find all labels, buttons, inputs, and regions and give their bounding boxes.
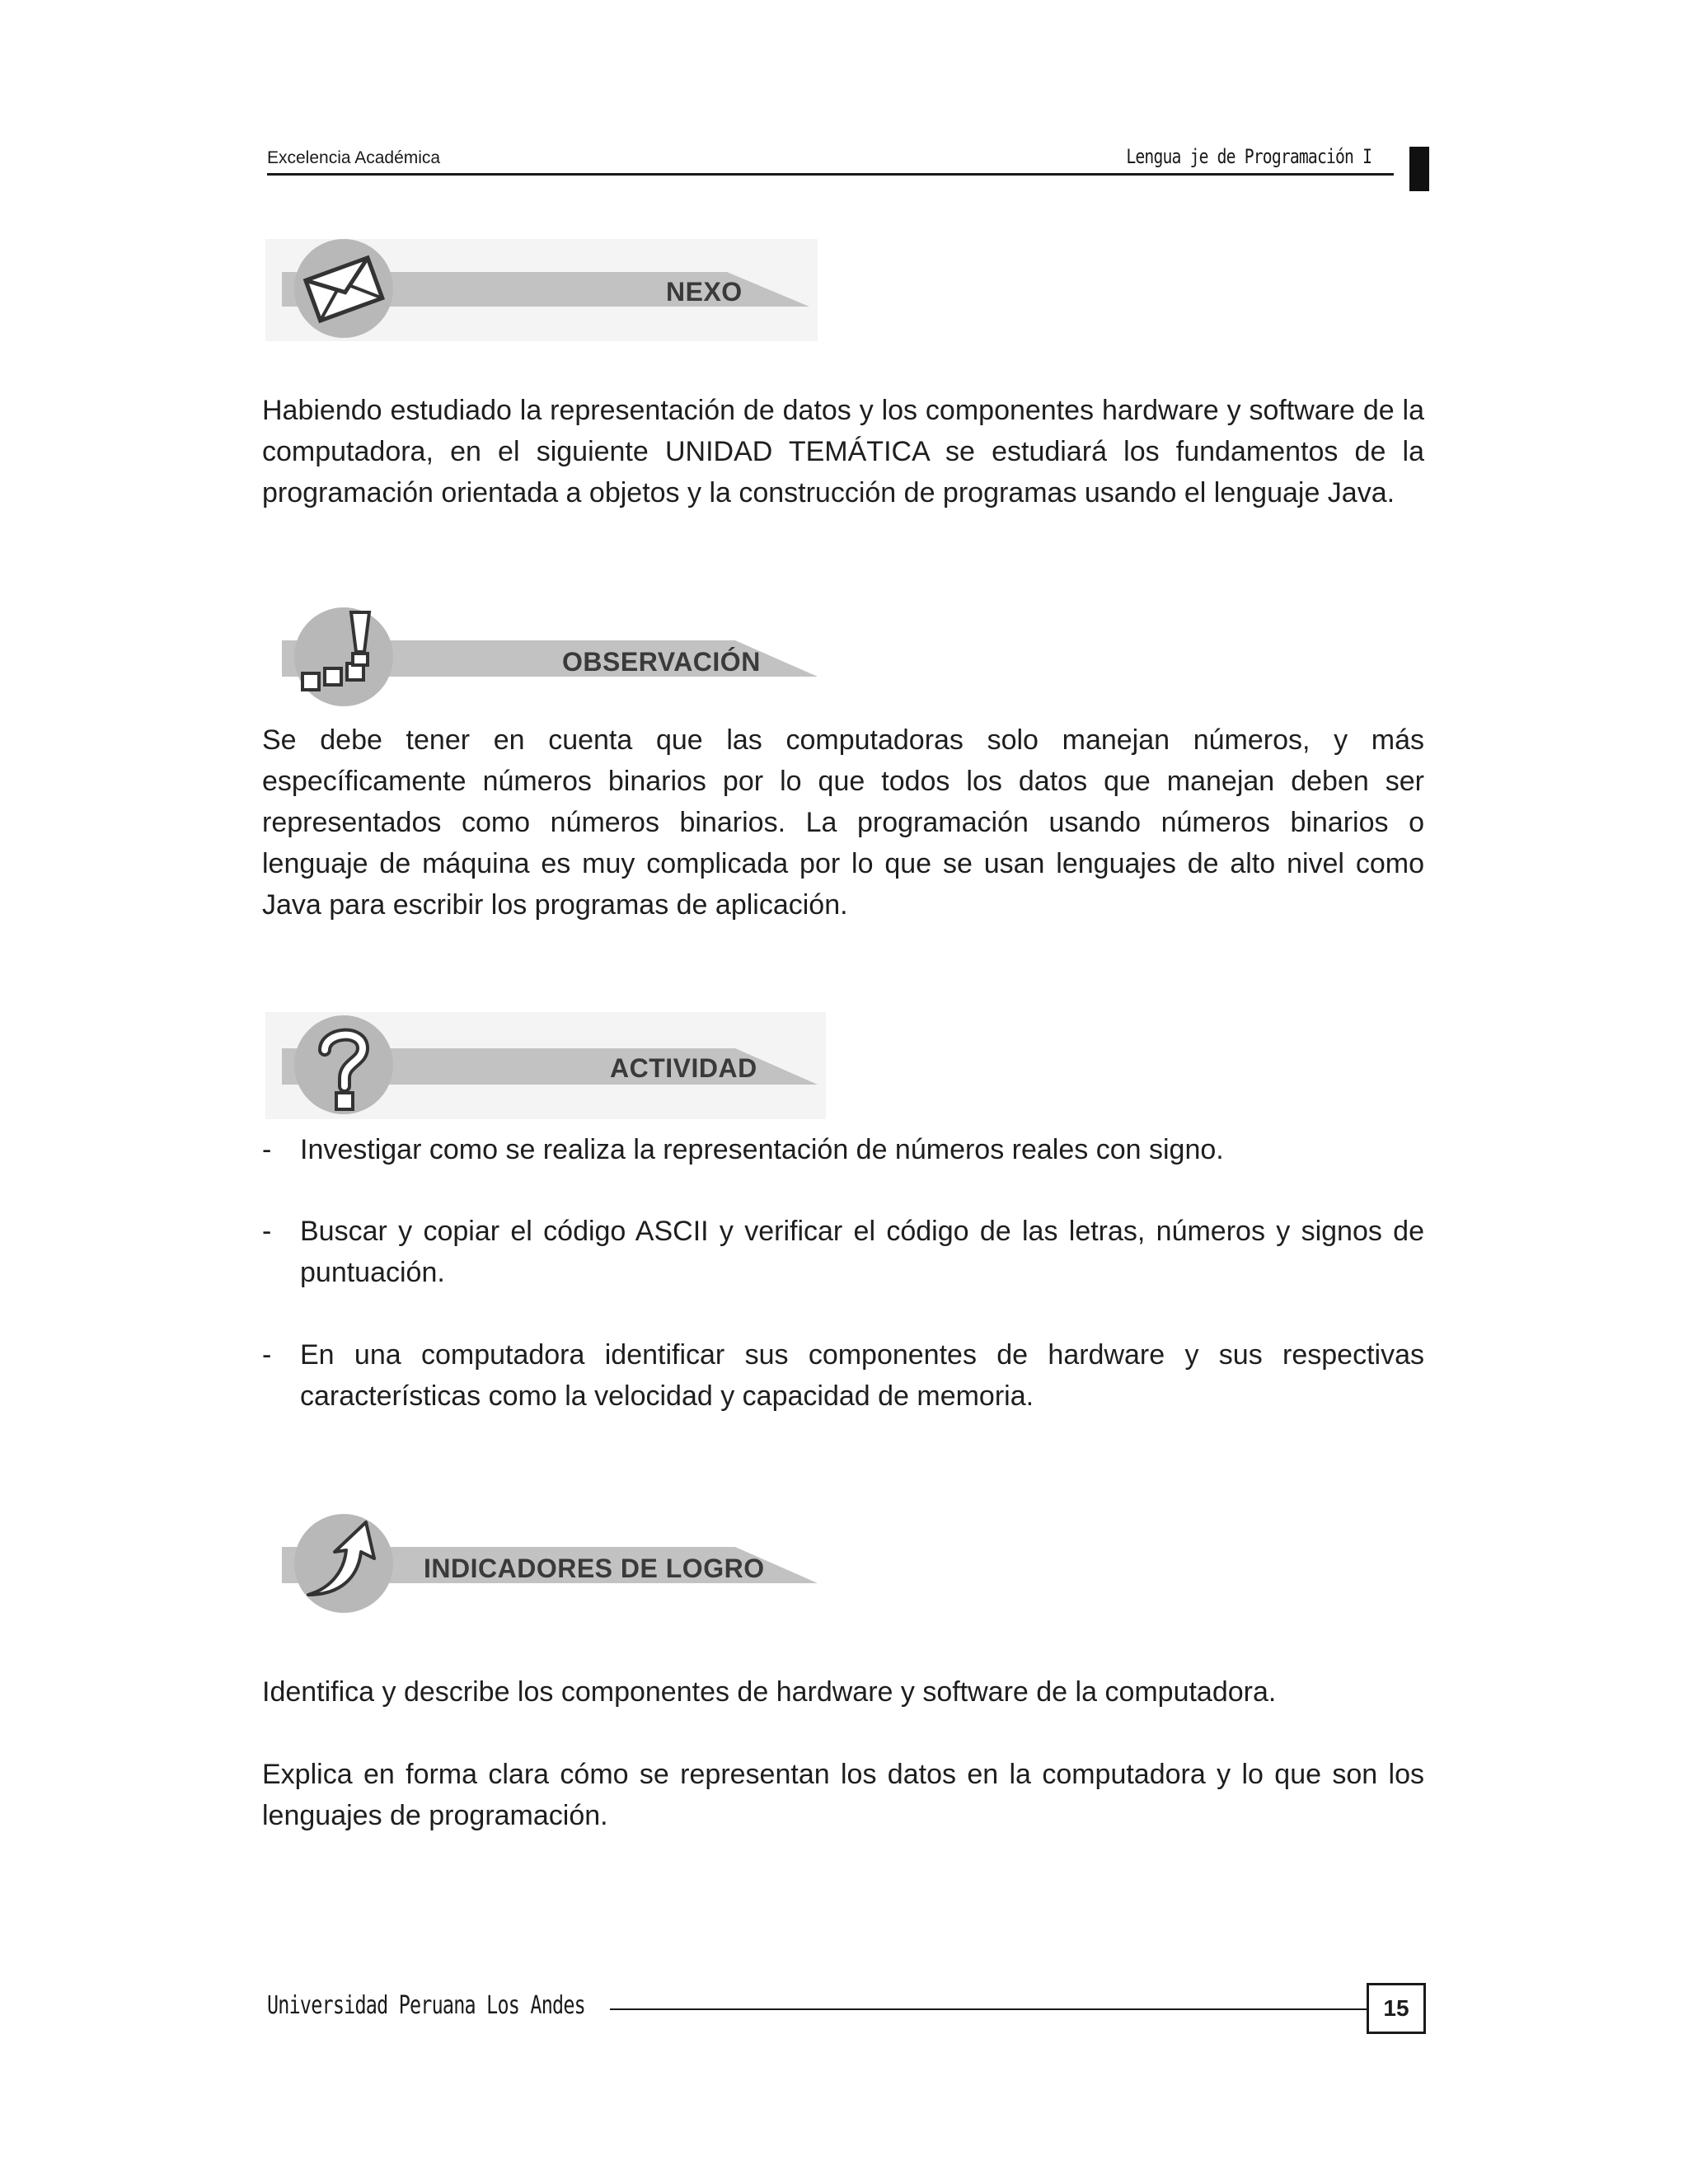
indicadores-label: INDICADORES DE LOGRO xyxy=(424,1554,765,1583)
actividad-item xyxy=(262,1334,1424,1417)
actividad-banner xyxy=(265,1007,834,1122)
header-tab-marker xyxy=(1409,147,1429,191)
observacion-banner xyxy=(265,598,826,713)
actividad-item-text: En una computadora identificar sus componentes de hardware y sus respectivas características como la velocidad y capacidad de memoria. xyxy=(300,1339,1424,1412)
header-right-title: Lengua je de Programación I xyxy=(1126,145,1372,168)
indicadores-paragraph: Explica en forma clara cómo se representan los datos en la computadora y lo que son los lenguajes de programación. xyxy=(262,1759,1424,1831)
actividad-item xyxy=(262,1211,1424,1293)
actividad-item-text: Investigar como se realiza la representación de números reales con signo. xyxy=(300,1134,1224,1165)
observacion-paragraph: Se debe tener en cuenta que las computadoras solo manejan números, y más específicamente números binarios por lo que todos los datos que manejan deben ser representados como números binarios. La programación usando números binarios o lenguaje de máquina es muy complicada por lo que se usan lenguajes de alto nivel como Java para escribir los programas de aplicación. xyxy=(262,724,1424,921)
observacion-label: OBSERVACIÓN xyxy=(562,647,761,677)
header-left-title: Excelencia Académica xyxy=(267,148,441,167)
actividad-label: ACTIVIDAD xyxy=(610,1053,757,1083)
bullet-dash: - xyxy=(262,1134,272,1165)
footer-university: Universidad Peruana Los Andes xyxy=(267,1991,585,2020)
nexo-banner xyxy=(265,231,826,346)
bullet-dash: - xyxy=(262,1216,272,1247)
page-number: 15 xyxy=(1367,1983,1426,2034)
nexo-label: NEXO xyxy=(666,277,743,307)
nexo-paragraph: Habiendo estudiado la representación de datos y los componentes hardware y software de la computadora, en el siguiente UNIDAD TEMÁTICA se estudiará los fundamentos de la programación orientada a objetos y la construcción de programas usando el lenguaje Java. xyxy=(262,395,1424,509)
actividad-item xyxy=(262,1129,1424,1170)
bullet-dash: - xyxy=(262,1339,272,1371)
header-rule xyxy=(267,173,1394,176)
actividad-item-text: Buscar y copiar el código ASCII y verificar el código de las letras, números y signos de puntuación. xyxy=(300,1216,1424,1288)
indicadores-paragraph: Identifica y describe los componentes de hardware y software de la computadora. xyxy=(262,1676,1277,1708)
indicadores-banner xyxy=(265,1504,826,1619)
footer-rule xyxy=(610,2008,1367,2010)
